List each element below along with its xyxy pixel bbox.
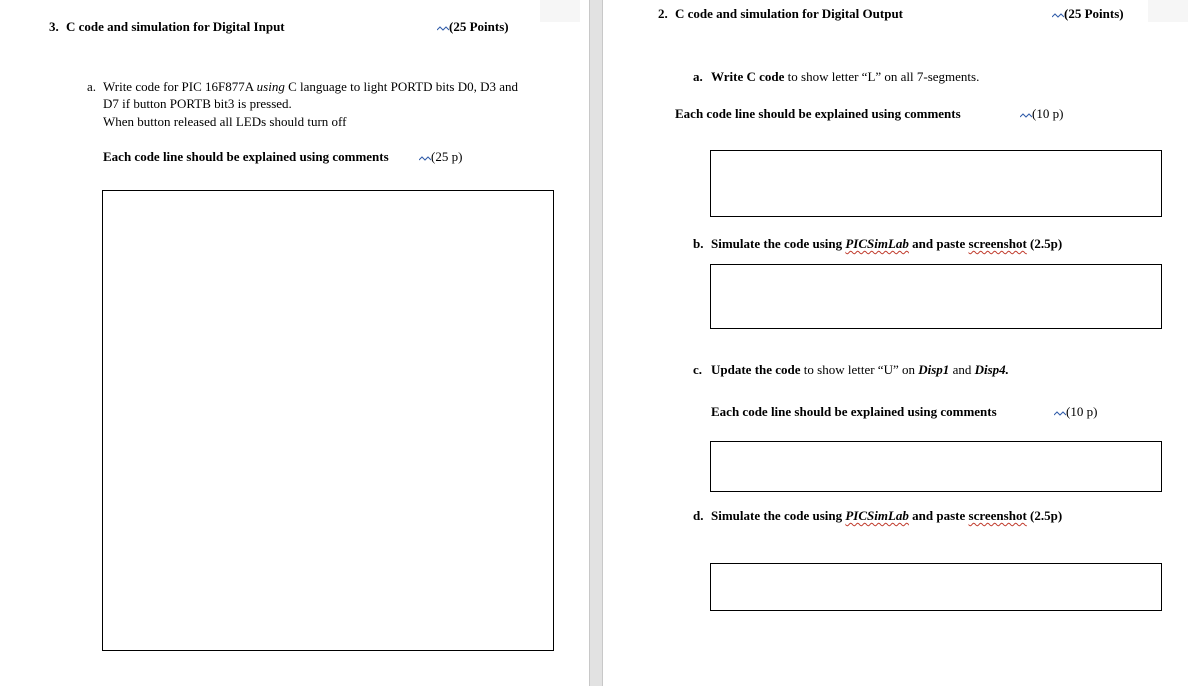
page-gutter	[589, 0, 603, 686]
answer-box-a[interactable]	[710, 150, 1162, 217]
item-c-marker: c.	[693, 362, 703, 377]
item-d-marker: d.	[693, 508, 704, 523]
grammar-mark-icon	[437, 25, 449, 31]
left-page	[0, 0, 589, 686]
item-a-marker: a.	[87, 79, 97, 94]
item-a-line-2: D7 if button PORTB bit3 is pressed.	[103, 96, 292, 111]
spell-error-word: screenshot	[968, 508, 1027, 523]
grammar-mark-icon	[419, 155, 431, 161]
spell-error-word: screenshot	[968, 236, 1027, 251]
item-d-text: Simulate the code using PICSimLab and paste screenshot (2.5p)	[711, 508, 1063, 523]
comment-points: (25 p)	[419, 149, 462, 165]
heading-number: 2.	[658, 6, 668, 21]
section-2-points: (25 Points)	[1052, 6, 1124, 22]
comment-note: Each code line should be explained using comments	[103, 149, 389, 164]
spell-error-word: PICSimLab	[845, 508, 909, 523]
grammar-mark-icon	[1054, 410, 1066, 416]
item-c-text: Update the code to show letter “U” on Disp1 and Disp4.	[711, 362, 1009, 377]
section-2-heading	[658, 6, 903, 22]
item-b-text: Simulate the code using PICSimLab and paste screenshot (2.5p)	[711, 236, 1063, 251]
section-3-points: (25 Points)	[437, 19, 509, 35]
item-b-marker: b.	[693, 236, 704, 251]
grammar-mark-icon	[1052, 12, 1064, 18]
page-corner-shadow	[1148, 0, 1188, 22]
answer-box-code[interactable]	[102, 190, 554, 651]
answer-box-c[interactable]	[710, 441, 1162, 492]
heading-title: C code and simulation for Digital Input	[66, 19, 285, 34]
answer-box-b[interactable]	[710, 264, 1162, 329]
item-a-line-3: When button released all LEDs should turn off	[103, 114, 347, 129]
item-c-note: Each code line should be explained using comments	[711, 404, 997, 419]
heading-number: 3.	[49, 19, 59, 34]
page-corner-shadow	[540, 0, 580, 22]
item-a-points: (10 p)	[1020, 106, 1063, 122]
spell-error-word: PICSimLab	[845, 236, 909, 251]
item-a-text: Write C code to show letter “L” on all 7-segments.	[711, 69, 980, 84]
section-3-heading	[49, 19, 285, 35]
heading-title: C code and simulation for Digital Output	[675, 6, 904, 21]
item-c-points: (10 p)	[1054, 404, 1097, 420]
answer-box-d[interactable]	[710, 563, 1162, 611]
right-page	[603, 0, 1192, 686]
item-a-marker: a.	[693, 69, 703, 84]
item-a-line-1: Write code for PIC 16F877A using C language to light PORTD bits D0, D3 and	[103, 79, 519, 94]
item-a-note: Each code line should be explained using comments	[675, 106, 961, 121]
grammar-mark-icon	[1020, 112, 1032, 118]
